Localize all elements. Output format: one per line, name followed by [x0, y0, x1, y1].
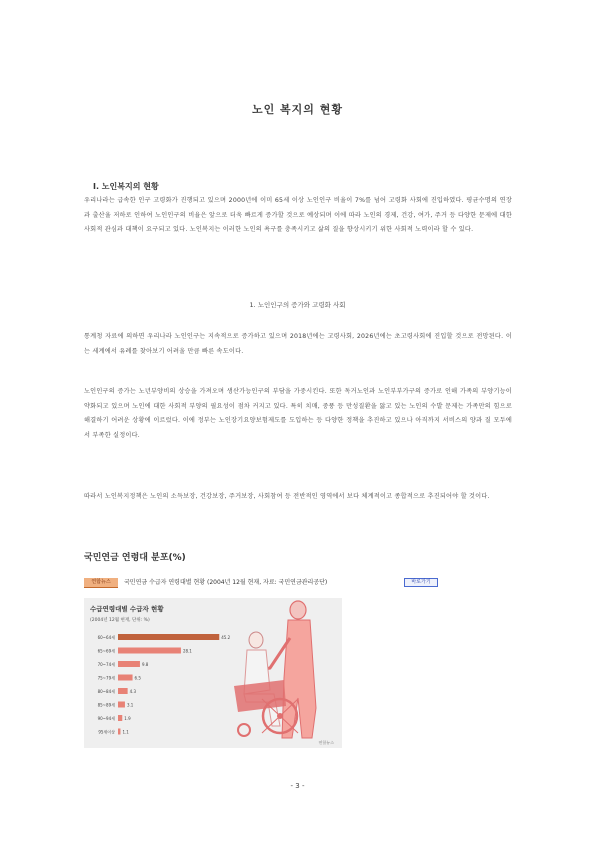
chart-title: 수급연령대별 수급자 현황 [90, 605, 164, 613]
document-title: 노인 복지의 현황 [251, 103, 344, 116]
bar [118, 675, 133, 681]
bar-chart [84, 598, 342, 748]
category-label: 90~94세 [97, 716, 115, 721]
bar [118, 648, 181, 654]
category-label: 60~64세 [97, 635, 115, 640]
value-label: 3.1 [126, 702, 134, 708]
source-link-button[interactable]: 바로가기 [404, 578, 438, 587]
chart-credit: 연합뉴스 [318, 740, 334, 745]
chart-subtitle: (2004년 12월 현재, 단위: %) [90, 618, 150, 623]
figure-source-line [84, 578, 444, 588]
bar [118, 688, 128, 694]
page-number: - 3 - [290, 782, 305, 790]
value-label: 28.1 [182, 648, 192, 654]
bar [118, 634, 219, 640]
illustration-shape [238, 724, 250, 736]
category-label: 80~84세 [97, 689, 115, 694]
category-label: 85~89세 [97, 702, 115, 708]
bar [118, 729, 120, 735]
bar [118, 715, 122, 721]
category-label: 70~74세 [97, 662, 115, 667]
source-tag: 연합뉴스 [84, 578, 118, 588]
section-heading: Ⅰ. 노인복지의 현황 [93, 182, 159, 191]
body-paragraph-4: 따라서 노인복지정책은 노인의 소득보장, 건강보장, 주거보장, 사회참여 등 전반적인 영역에서 보다 체계적이고 종합적으로 추진되어야 할 것이다. [84, 493, 490, 500]
chart-figure [84, 598, 342, 748]
center-heading: 1. 노인인구의 증가와 고령화 사회 [249, 301, 346, 309]
bar [118, 702, 125, 708]
value-label: 4.3 [129, 689, 137, 694]
illustration-shape [234, 680, 286, 712]
value-label: 6.5 [134, 675, 141, 681]
bar [118, 661, 140, 667]
body-paragraph-3: 노인인구의 증가는 노년부양비의 상승을 가져오며 생산가능인구의 부담을 가중시킨다. 또한 독거노인과 노인부부가구의 증가로 인해 가족의 부양기능이 약화되고 있으며 노인에 대한 사회적 부양의 필요성이 점차 커지고 있다. 특히 치매, 중풍 등 만성질환을 앓고 있는 노인의 수발 문제는 가족만의 힘으로 해결하기 어려운 상황에 이르렀다. 이에 정부는 노인장기요양보험제도를 도입하는 등 다양한 정책을 추진하고 있으나 아직까지 서비스의 양과 질 모두에서 부족한 실정이다. [84, 388, 512, 439]
illustration-shape [249, 632, 263, 648]
category-label: 95세이상 [98, 729, 115, 735]
illustration-shape [282, 620, 316, 738]
value-label: 1.1 [122, 729, 129, 735]
wheelchair-illustration [234, 601, 316, 738]
body-paragraph-1: 우리나라는 급속한 인구 고령화가 진행되고 있으며 2000년에 이미 65세 이상 노인인구 비율이 7%를 넘어 고령화 사회에 진입하였다. 평균수명의 연장과 출산율 저하로 인하여 노인인구의 비율은 앞으로 더욱 빠르게 증가할 것으로 예상되며 이에 따라 노인의 경제, 건강, 여가, 주거 등 다양한 문제에 대한 사회적 관심과 대책이 요구되고 있다. 노인복지는 이러한 노인의 욕구를 충족시키고 삶의 질을 향상시키기 위한 사회적 노력이라 할 수 있다. [84, 197, 512, 234]
value-label: 9.8 [141, 662, 149, 667]
body-paragraph-2: 통계청 자료에 의하면 우리나라 노인인구는 지속적으로 증가하고 있으며 2018년에는 고령사회, 2026년에는 초고령사회에 진입할 것으로 전망된다. 이는 세계에서 유례를 찾아보기 어려울 만큼 빠른 속도이다. [84, 333, 512, 355]
value-label: 45.2 [221, 635, 231, 640]
category-label: 75~79세 [97, 675, 115, 681]
source-caption: 국민연금 수급자 연령대별 현황 (2004년 12월 현재, 자료: 국민연금관리공단) [124, 579, 328, 586]
figure-heading: 국민연금 연령대 분포(%) [84, 553, 186, 563]
illustration-shape [290, 601, 306, 619]
value-label: 1.9 [124, 716, 131, 721]
category-label: 65~69세 [97, 648, 115, 654]
